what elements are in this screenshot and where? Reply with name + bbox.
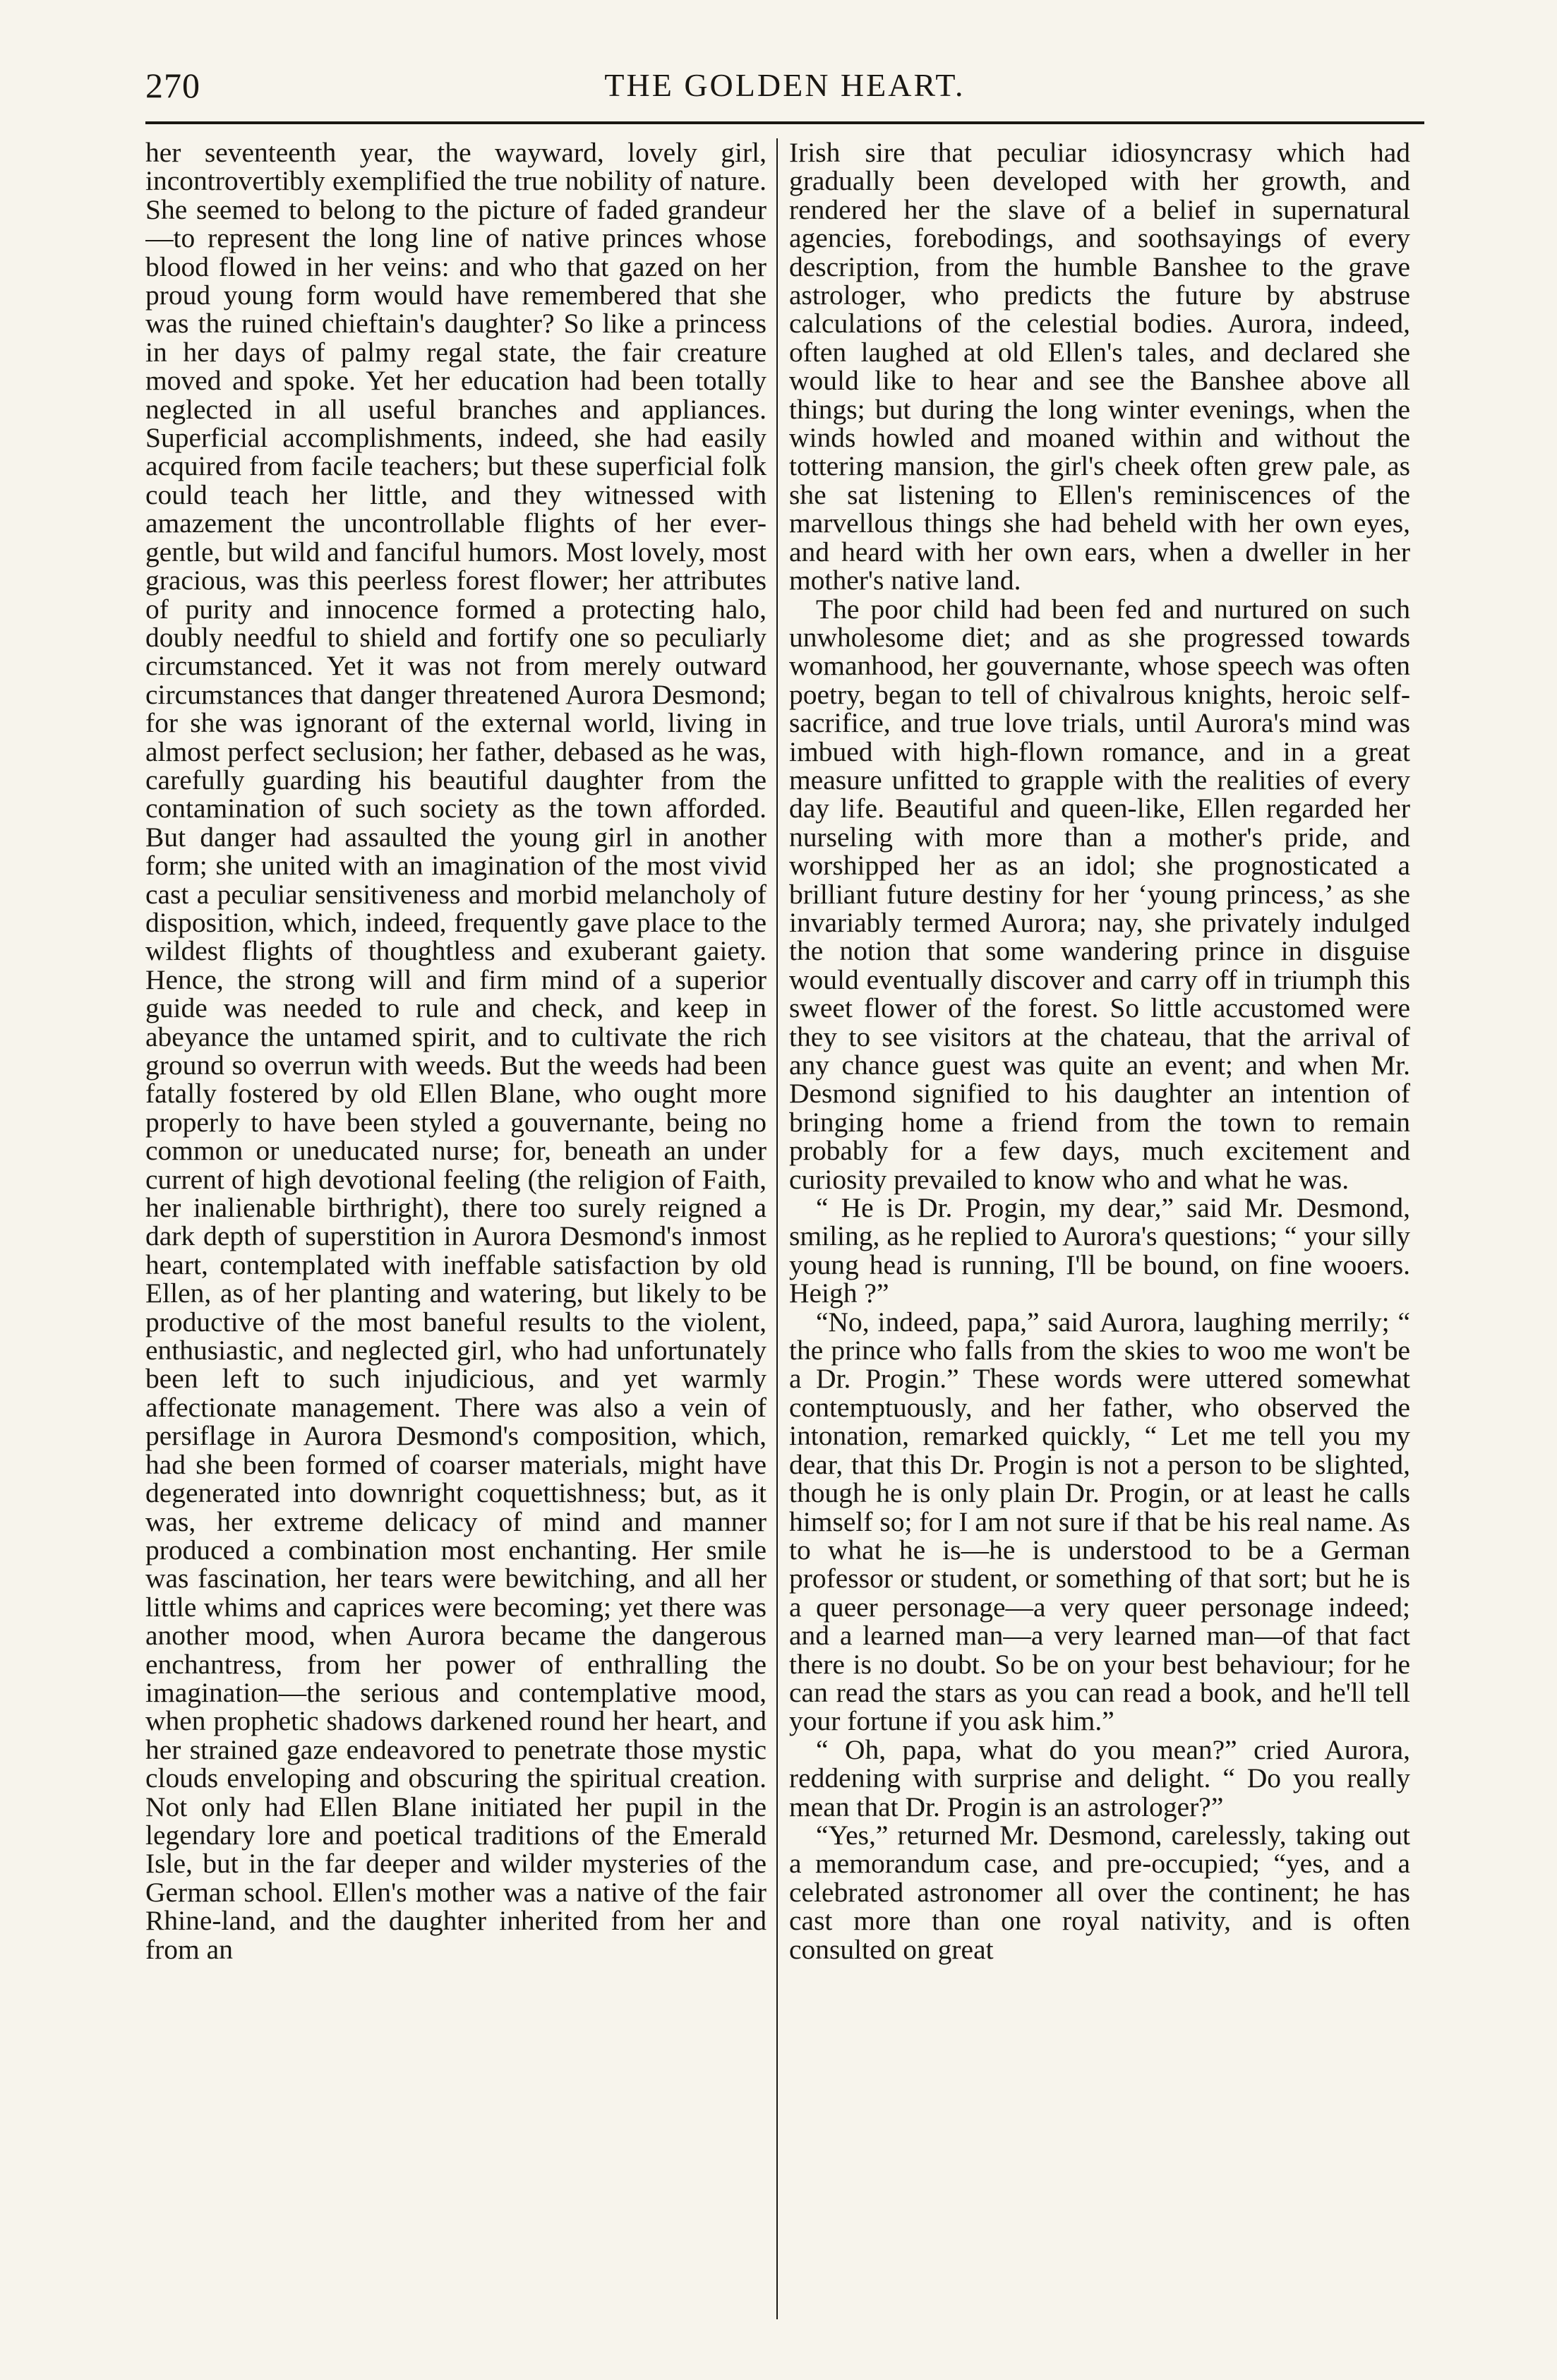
right-column [789,138,1410,2319]
left-paragraph-1: her seventeenth year, the wayward, lovely girl, incontrovertibly exemplified the true nobility of nature. She seemed to belong to the picture of faded grandeur—to represent the long line of native princes whose blood flowed in her veins: and who that gazed on her proud young form would have remembered that she was the ruined chieftain's daughter? So like a princess in her days of palmy regal state, the fair creature moved and spoke. Yet her education had been totally neglected in all useful branches and appliances. Superficial accomplishments, indeed, she had easily acquired from facile teachers; but these superficial folk could teach her little, and they witnessed with amazement the uncontrollable flights of her ever-gentle, but wild and fanciful humors. Most lovely, most gracious, was this peerless forest flower; her attributes of purity and innocence formed a protecting halo, doubly needful to shield and fortify one so peculiarly circumstanced. Yet it was not from merely outward circumstances that danger threatened Aurora Desmond; for she was ignorant of the external world, living in almost perfect seclusion; her father, debased as he was, carefully guarding his beautiful daughter from the contamination of such society as the town afforded. But danger had assaulted the young girl in another form; she united with an imagination of the most vivid cast a peculiar sensitiveness and morbid melancholy of disposition, which, indeed, frequently gave place to the wildest flights of thoughtless and exuberant gaiety. Hence, the strong will and firm mind of a superior guide was needed to rule and check, and keep in abeyance the untamed spirit, and to cultivate the rich ground so overrun with weeds. But the weeds had been fatally fostered by old Ellen Blane, who ought more properly to have been styled a gouvernante, being no common or uneducated nurse; for, beneath an under current of high devotional feeling (the religion of Faith, her inalienable birthright), there too surely reigned a dark depth of superstition in Aurora Desmond's inmost heart, contemplated with ineffable satisfaction by old Ellen, as of her planting and watering, but likely to be productive of the most baneful results to the violent, enthusiastic, and neglected girl, who had unfortunately been left to such injudicious, and yet warmly affectionate management. There was also a vein of persiflage in Aurora Desmond's composition, which, had she been formed of coarser materials, might have degenerated into downright coquettishness; but, as it was, her extreme delicacy of mind and manner produced a combination most enchanting. Her smile was fascination, her tears were bewitching, and all her little whims and caprices were becoming; yet there was another mood, when Aurora became the dangerous enchantress, from her power of enthralling the imagination—the serious and contemplative mood, when prophetic shadows darkened round her heart, and her strained gaze endeavored to penetrate those mystic clouds enveloping and obscuring the spiritual creation. Not only had Ellen Blane initiated her pupil in the legendary lore and poetical traditions of the Emerald Isle, but in the far deeper and wilder mysteries of the German school. Ellen's mother was a native of the fair Rhine-land, and the daughter inherited from her and from an [145,138,767,1965]
page-header [145,62,1424,109]
right-paragraph-3: “ He is Dr. Progin, my dear,” said Mr. Desmond, smiling, as he replied to Aurora's questions; “ your silly young head is running, I'll be bound, on fine wooers. Heigh ?” [789,1192,1410,1309]
right-paragraph-6: “Yes,” returned Mr. Desmond, carelessly, taking out a memorandum case, and pre-occupied; “yes, and a celebrated astronomer all over the continent; he has cast more than one royal nativity, and is often consulted on great [789,1819,1410,1965]
right-paragraph-4: “No, indeed, papa,” said Aurora, laughing merrily; “ the prince who falls from the skies to woo me won't be a Dr. Progin.” These words were uttered somewhat contemptuously, and her father, who observed the intonation, remarked quickly, “ Let me tell you my dear, that this Dr. Progin is not a person to be slighted, though he is only plain Dr. Progin, or at least he calls himself so; for I am not sure if that be his real name. As to what he is—he is understood to be a German professor or student, or something of that sort; but he is a queer personage—a very queer personage indeed; and a learned man—a very learned man—of that fact there is no doubt. So be on your best behaviour; for he can read the stars as you can read a book, and he'll tell your fortune if you ask him.” [789,1306,1410,1737]
running-title: THE GOLDEN HEART. [604,67,966,103]
left-column [145,138,767,2319]
right-paragraph-5: “ Oh, papa, what do you mean?” cried Aurora, reddening with surprise and delight. “ Do you really mean that Dr. Progin is an astrologer?” [789,1733,1410,1822]
page-number: 270 [145,66,200,105]
column-divider [776,138,778,2319]
right-paragraph-2: The poor child had been fed and nurtured on such unwholesome diet; and as she progressed towards womanhood, her gouvernante, whose speech was often poetry, began to tell of chivalrous knights, heroic self-sacrifice, and true love trials, until Aurora's mind was imbued with high-flown romance, and in a great measure unfitted to grapple with the realities of every day life. Beautiful and queen-like, Ellen regarded her nurseling with more than a mother's pride, and worshipped her as an idol; she prognosticated a brilliant future destiny for her ‘young princess,’ as she invariably termed Aurora; nay, she privately indulged the notion that some wandering prince in disguise would eventually discover and carry off in triumph this sweet flower of the forest. So little accustomed were they to see visitors at the chateau, that the arrival of any chance guest was quite an event; and when Mr. Desmond signified to his daughter an intention of bringing home a friend from the town to remain probably for a few days, much excitement and curiosity prevailed to know who and what he was. [789,593,1410,1195]
right-paragraph-1: Irish sire that peculiar idiosyncrasy which had gradually been developed with her growth, and rendered her the slave of a belief in supernatural agencies, forebodings, and soothsayings of every description, from the humble Banshee to the grave astrologer, who predicts the future by abstruse calculations of the celestial bodies. Aurora, indeed, often laughed at old Ellen's tales, and declared she would like to hear and see the Banshee above all things; but during the long winter evenings, when the winds howled and moaned within and without the tottering mansion, the girl's cheek often grew pale, as she sat listening to Ellen's reminiscences of the marvellous things she had beheld with her own eyes, and heard with her own ears, when a dweller in her mother's native land. [789,138,1410,596]
header-rule [145,121,1424,124]
